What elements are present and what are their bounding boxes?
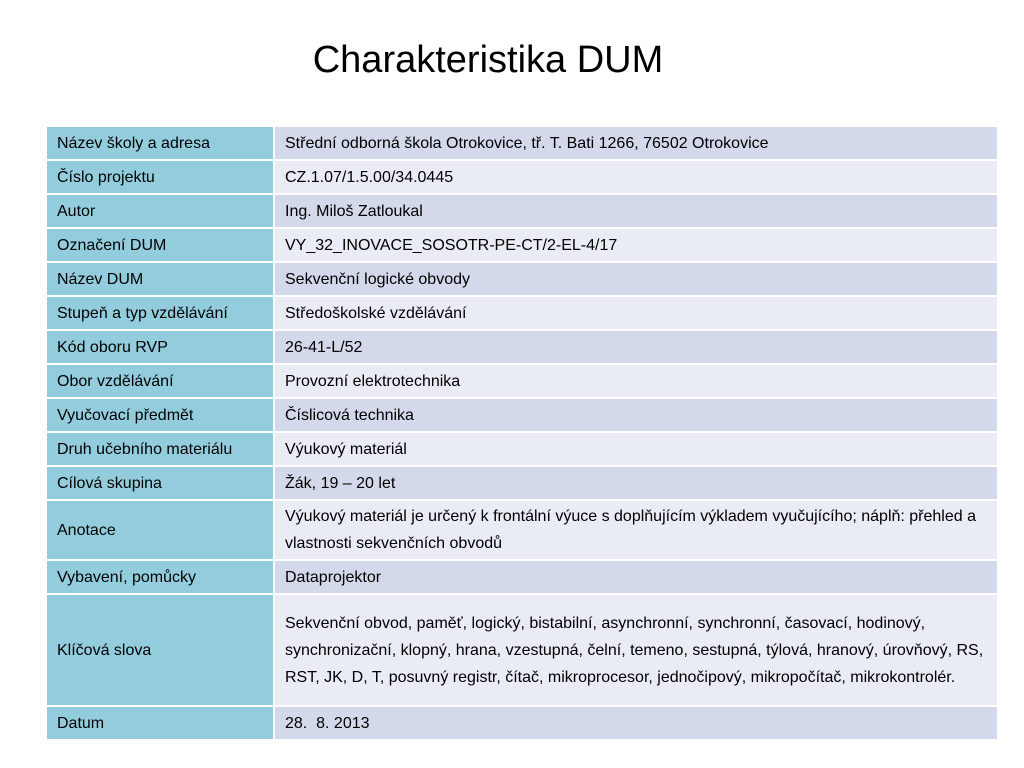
row-value: VY_32_INOVACE_SOSOTR-PE-CT/2-EL-4/17 [274, 228, 998, 262]
row-label: Obor vzdělávání [46, 364, 274, 398]
table-row-field [46, 364, 998, 398]
row-value: 26-41-L/52 [274, 330, 998, 364]
table-row-target-group [46, 466, 998, 500]
table-row-dum-code [46, 228, 998, 262]
row-label: Vybavení, pomůcky [46, 560, 274, 594]
row-value: Středoškolské vzdělávání [274, 296, 998, 330]
table-row-project-number [46, 160, 998, 194]
row-value: Ing. Miloš Zatloukal [274, 194, 998, 228]
row-value: Dataprojektor [274, 560, 998, 594]
row-value: CZ.1.07/1.5.00/34.0445 [274, 160, 998, 194]
table-row-education-level [46, 296, 998, 330]
info-table [45, 125, 999, 741]
table-row-keywords [46, 594, 998, 706]
row-label: Označení DUM [46, 228, 274, 262]
row-value: 28. 8. 2013 [274, 706, 998, 740]
table-row-rvp-code [46, 330, 998, 364]
row-label: Datum [46, 706, 274, 740]
row-value: Číslicová technika [274, 398, 998, 432]
row-value: Výukový materiál je určený k frontální výuce s doplňujícím výkladem vyučujícího; náplň: přehled a vlastnosti sekvenčních obvodů [274, 500, 998, 560]
row-label: Klíčová slova [46, 594, 274, 706]
row-value: Střední odborná škola Otrokovice, tř. T. Bati 1266, 76502 Otrokovice [274, 126, 998, 160]
slide-title: Charakteristika DUM [312, 39, 664, 81]
row-label: Cílová skupina [46, 466, 274, 500]
table-row-date [46, 706, 998, 740]
row-label: Anotace [46, 500, 274, 560]
row-label: Stupeň a typ vzdělávání [46, 296, 274, 330]
table-row-author [46, 194, 998, 228]
row-label: Číslo projektu [46, 160, 274, 194]
table-row-dum-name [46, 262, 998, 296]
row-value: Sekvenční obvod, paměť, logický, bistabilní, asynchronní, synchronní, časovací, hodinový, synchronizační, klopný, hrana, vzestupná, čelní, temeno, sestupná, týlová, hranový, úrovňový, RS, RST, JK, D, T, posuvný registr, čítač, mikroprocesor, jednočipový, mikropočítač, mikrokontrolér. [274, 594, 998, 706]
row-value: Výukový materiál [274, 432, 998, 466]
row-label: Název DUM [46, 262, 274, 296]
row-label: Autor [46, 194, 274, 228]
row-value: Sekvenční logické obvody [274, 262, 998, 296]
row-label: Druh učebního materiálu [46, 432, 274, 466]
table-row-material-type [46, 432, 998, 466]
row-value: Žák, 19 – 20 let [274, 466, 998, 500]
table-row-subject [46, 398, 998, 432]
row-label: Vyučovací předmět [46, 398, 274, 432]
row-label: Kód oboru RVP [46, 330, 274, 364]
row-label: Název školy a adresa [46, 126, 274, 160]
table-row-annotation [46, 500, 998, 560]
table-row-equipment [46, 560, 998, 594]
table-row-school [46, 126, 998, 160]
row-value: Provozní elektrotechnika [274, 364, 998, 398]
